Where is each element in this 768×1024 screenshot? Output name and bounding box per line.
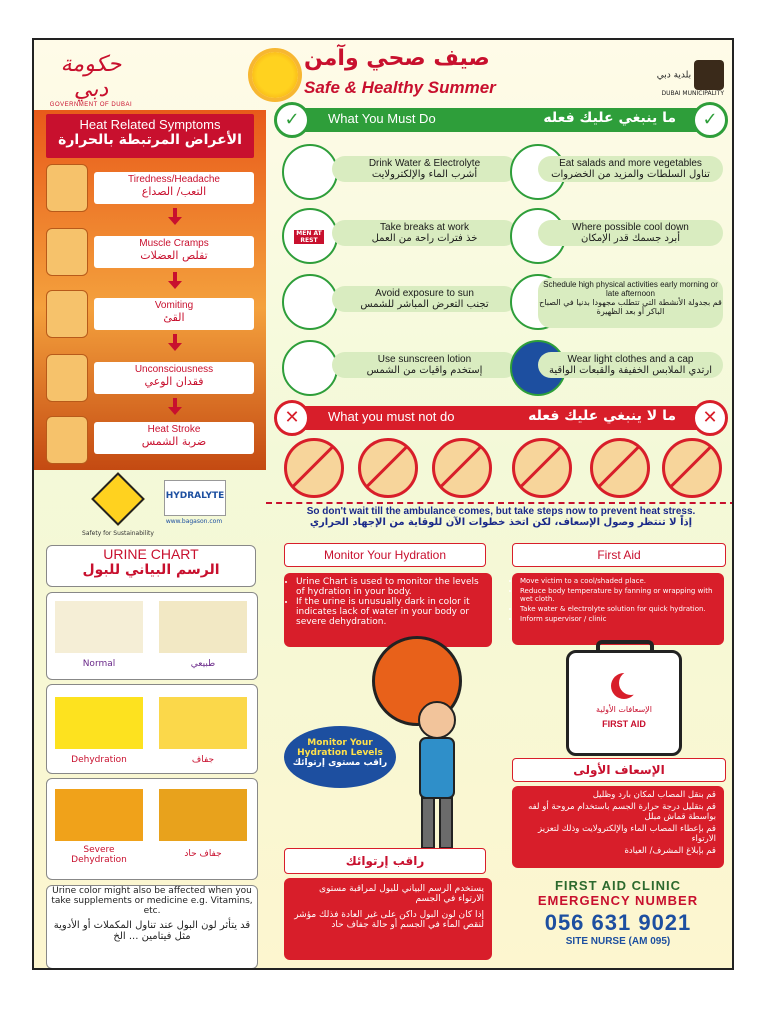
- tip-label-ar: إستخدم واقيات من الشمس: [366, 365, 483, 376]
- first-aid-arabic-title: الإسعاف الأولى: [512, 758, 726, 782]
- monitor-ar-point: يستخدم الرسم البياني للبول لمراقبة مستوى الارتواء في الجسم: [319, 884, 484, 904]
- cross-icon: ✕: [692, 400, 728, 436]
- title-english: Safe & Healthy Summer: [304, 78, 496, 97]
- level-label-ar: جفاف حاد: [184, 849, 222, 859]
- title-arabic: صيف صحي وآمن: [304, 46, 490, 71]
- tip-label-en: Wear light clothes and a cap: [567, 354, 694, 365]
- tip-light-clothes: [538, 352, 723, 378]
- symptoms-title-english: Heat Related Symptoms: [79, 117, 221, 132]
- tip-label-en: Drink Water & Electrolyte: [368, 158, 481, 169]
- must-not-do-title-ar: ما لا ينبغي عليك فعله: [528, 408, 676, 424]
- no-tight-clothes-icon: [662, 438, 722, 498]
- symptoms-title: [46, 114, 254, 158]
- monitor-point: • Urine Chart is used to monitor the levels of hydration in your body.: [296, 577, 484, 597]
- dehydration-swatch-2: [159, 697, 247, 749]
- tip-label-ar: أبرد جسمك قدر الإمكان: [581, 233, 680, 244]
- normal-swatch-2: [159, 601, 247, 653]
- tip-label-en: Schedule high physical activities early morning or late afternoon: [543, 280, 718, 298]
- symptom-tiredness: [94, 172, 254, 204]
- cross-icon: ✕: [274, 400, 310, 436]
- symptom-label-en: Unconsciousness: [134, 364, 214, 375]
- s4s-diamond-icon: [91, 472, 145, 526]
- exhausted-worker-illustration: [392, 680, 482, 870]
- prevention-message: [266, 506, 734, 528]
- tip-eat-salads: [538, 156, 723, 182]
- monitor-hydration-title: Monitor Your Hydration: [284, 543, 486, 567]
- symptom-label-ar: القئ: [163, 311, 185, 324]
- tip-label-ar: خذ فترات راحة من العمل: [371, 233, 478, 244]
- first-aid-point: • Take water & electrolyte solution for quick hydration.: [520, 605, 718, 613]
- umbrella-icon: [282, 274, 338, 330]
- dubai-municipality-logo: [614, 60, 724, 97]
- must-not-do-title-en: What you must not do: [328, 409, 455, 424]
- tip-cool-down: [538, 220, 723, 246]
- arrow-down-icon: [173, 334, 177, 344]
- ambulance-icon: [46, 416, 88, 464]
- tip-drink-water: [332, 156, 517, 182]
- level-label-en: Severe Dehydration: [71, 845, 127, 865]
- clinic-contact: [504, 878, 732, 947]
- arrow-down-icon: [173, 208, 177, 218]
- poster-frame: [32, 38, 734, 970]
- kit-label-en: FIRST AID: [602, 719, 646, 729]
- dm-logo-english: DUBAI MUNICIPALITY: [661, 90, 724, 97]
- normal-swatch-1: [55, 601, 143, 653]
- government-of-dubai-logo: [46, 52, 136, 108]
- tip-label-ar: تجنب التعرض المباشر للشمس: [360, 299, 489, 310]
- gov-logo-arabic: حكومة دبي: [60, 52, 122, 102]
- must-do-title-en: What You Must Do: [328, 111, 436, 126]
- urine-chart-title: [46, 545, 256, 587]
- symptom-label-ar: فقدان الوعي: [144, 375, 204, 388]
- dm-emblem-icon: [694, 60, 724, 90]
- worker-headache-icon: [46, 164, 88, 212]
- tip-label-ar: قم بجدولة الأنشطة التي تتطلب مجهودا بدنيا في الصباح الباكر أو بعد الظهيرة: [539, 298, 722, 316]
- urine-level-severe: [46, 778, 258, 880]
- first-aid-ar-point: قم بإعطاء المصاب الماء والإلكترولايت وذلك لتعزيز الارتواء: [538, 824, 716, 844]
- must-not-do-header: [276, 406, 726, 430]
- symptom-label-en: Vomiting: [154, 300, 194, 311]
- severe-swatch-2: [159, 789, 247, 841]
- no-energy-drink-icon: [284, 438, 344, 498]
- tip-sunscreen: [332, 352, 517, 378]
- hydralyte-logo: [164, 480, 226, 516]
- symptom-label-en: Tiredness/Headache: [128, 174, 220, 185]
- severe-swatch-1: [55, 789, 143, 841]
- red-crescent-icon: [611, 673, 637, 699]
- monitor-ar-point: إذا كان لون البول داكن على غير العادة فذلك مؤشر لنقص الماء في الجسم أو حالة جفاف حاد: [294, 910, 484, 930]
- sunscreen-icon: [282, 340, 338, 396]
- s4s-label: Safety for Sustainability: [82, 530, 154, 537]
- monitor-hydration-box: [284, 573, 492, 647]
- level-label-en: Normal: [82, 659, 116, 669]
- divider: [266, 502, 734, 504]
- bubble-text-ar: راقب مستوى إرتوائك: [292, 758, 388, 768]
- sponsor-website: www.bagason.com: [165, 518, 223, 525]
- tip-label-en: Eat salads and more vegetables: [559, 158, 702, 169]
- must-do-header: [276, 108, 726, 132]
- first-aid-point: • Move victim to a cool/shaded place.: [520, 577, 718, 585]
- tip-avoid-sun: [332, 286, 517, 312]
- checkmark-icon: ✓: [692, 102, 728, 138]
- first-aid-ar-point: قم بنقل المصاب لمكان بارد وظليل: [592, 790, 716, 800]
- tip-label-en: Take breaks at work: [380, 222, 469, 233]
- dehydration-swatch-1: [55, 697, 143, 749]
- tip-label-en: Use sunscreen lotion: [377, 354, 472, 365]
- tip-label-ar: تناول السلطات والمزيد من الخضروات: [551, 169, 710, 180]
- must-do-title-ar: ما ينبغي عليك فعله: [543, 110, 676, 126]
- first-aid-kit-icon: [566, 650, 682, 756]
- s4s-logo: [88, 480, 148, 528]
- tip-label-ar: أشرب الماء والإلكترولايت: [371, 169, 478, 180]
- no-working-in-sun-icon: [512, 438, 572, 498]
- urine-level-normal: [46, 592, 258, 680]
- symptom-heat-stroke: [94, 422, 254, 454]
- tip-take-breaks: [332, 220, 517, 246]
- water-bottles-icon: [282, 144, 338, 200]
- men-at-rest-sign: MEN AT REST: [294, 230, 324, 244]
- symptoms-title-arabic: الأعراض المرتبطة بالحرارة: [58, 132, 242, 148]
- tip-label-en: Where possible cool down: [572, 222, 689, 233]
- men-at-rest-icon: [282, 208, 338, 264]
- dm-logo-arabic: بلدية دبي: [656, 70, 692, 81]
- level-label-ar: طبيعي: [190, 659, 216, 669]
- urine-chart-title-ar: الرسم البياني للبول: [82, 562, 220, 578]
- emergency-number[interactable]: 056 631 9021: [544, 910, 692, 935]
- monitor-arabic-box: [284, 878, 492, 960]
- tip-label-en: Avoid exposure to sun: [375, 288, 474, 299]
- symptom-unconsciousness: [94, 362, 254, 394]
- worker-cramps-icon: [46, 228, 88, 276]
- symptom-label-ar: تقلص العضلات: [140, 249, 208, 262]
- symptom-label-ar: ضربة الشمس: [141, 435, 207, 448]
- symptom-label-en: Muscle Cramps: [139, 238, 209, 249]
- no-alcohol-icon: [590, 438, 650, 498]
- first-aid-ar-point: قم بتقليل درجة حرارة الجسم باستخدام مروحة أو لفه بواسطة قماش مبلل: [528, 802, 716, 822]
- urine-note-en: Urine color might also be affected when you take supplements or medicine e.g. Vitamins, etc.: [51, 886, 253, 916]
- bubble-text-en: Monitor Your Hydration Levels: [297, 738, 383, 758]
- monitor-arabic-title: راقب إرتوائك: [284, 848, 486, 874]
- level-label-ar: جفاف: [191, 755, 215, 765]
- arrow-down-icon: [173, 398, 177, 408]
- worker-unconscious-icon: [46, 354, 88, 402]
- level-label-en: Dehydration: [71, 755, 127, 765]
- clinic-line1: FIRST AID CLINIC: [554, 878, 681, 893]
- first-aid-title: First Aid: [512, 543, 726, 567]
- first-aid-box: [512, 573, 724, 645]
- prevention-en: So don't wait till the ambulance comes, but take steps now to prevent heat stress.: [306, 506, 696, 517]
- tip-label-ar: ارتدي الملابس الخفيفة والقبعات الواقية: [548, 365, 712, 376]
- symptom-vomiting: [94, 298, 254, 330]
- first-aid-arabic-box: [512, 786, 724, 868]
- tip-schedule-activities: [538, 278, 723, 328]
- first-aid-ar-point: قم بإبلاغ المشرف/ العيادة: [624, 846, 716, 856]
- urine-level-dehydration: [46, 684, 258, 774]
- checkmark-icon: ✓: [274, 102, 310, 138]
- gov-logo-english: GOVERNMENT OF DUBAI: [49, 102, 133, 108]
- site-nurse: SITE NURSE (AM 095): [565, 936, 671, 947]
- prevention-ar: إذاً لا تنتظر وصول الإسعاف، لكن اتخذ خطوات الآن للوقاية من الإجهاد الحراري: [309, 517, 693, 528]
- worker-vomiting-icon: [46, 290, 88, 338]
- urine-chart-title-en: URINE CHART: [103, 546, 199, 562]
- monitor-bubble: [284, 726, 396, 788]
- symptom-label-en: Heat Stroke: [147, 424, 201, 435]
- symptom-label-ar: التعب/ الصداع: [141, 185, 207, 198]
- first-aid-point: • Inform supervisor / clinic: [520, 615, 718, 623]
- hydralyte-name: HYDRALYTE: [165, 491, 225, 501]
- no-fried-food-icon: [432, 438, 492, 498]
- arrow-down-icon: [173, 272, 177, 282]
- kit-label-ar: الإسعافات الأولية: [596, 705, 652, 714]
- clinic-line2: EMERGENCY NUMBER: [537, 893, 699, 908]
- no-fast-food-icon: [358, 438, 418, 498]
- symptom-muscle-cramps: [94, 236, 254, 268]
- smiling-sun-icon: [252, 52, 298, 98]
- monitor-point: • If the urine is unusually dark in color it indicates lack of water in your body or severe dehydration.: [296, 597, 484, 627]
- first-aid-point: • Reduce body temperature by fanning or wrapping with wet cloth.: [520, 587, 718, 603]
- urine-note: [46, 885, 258, 969]
- urine-note-ar: قد يتأثر لون البول عند تناول المكملات أو الأدوية مثل فيتامين ... الخ: [53, 920, 251, 942]
